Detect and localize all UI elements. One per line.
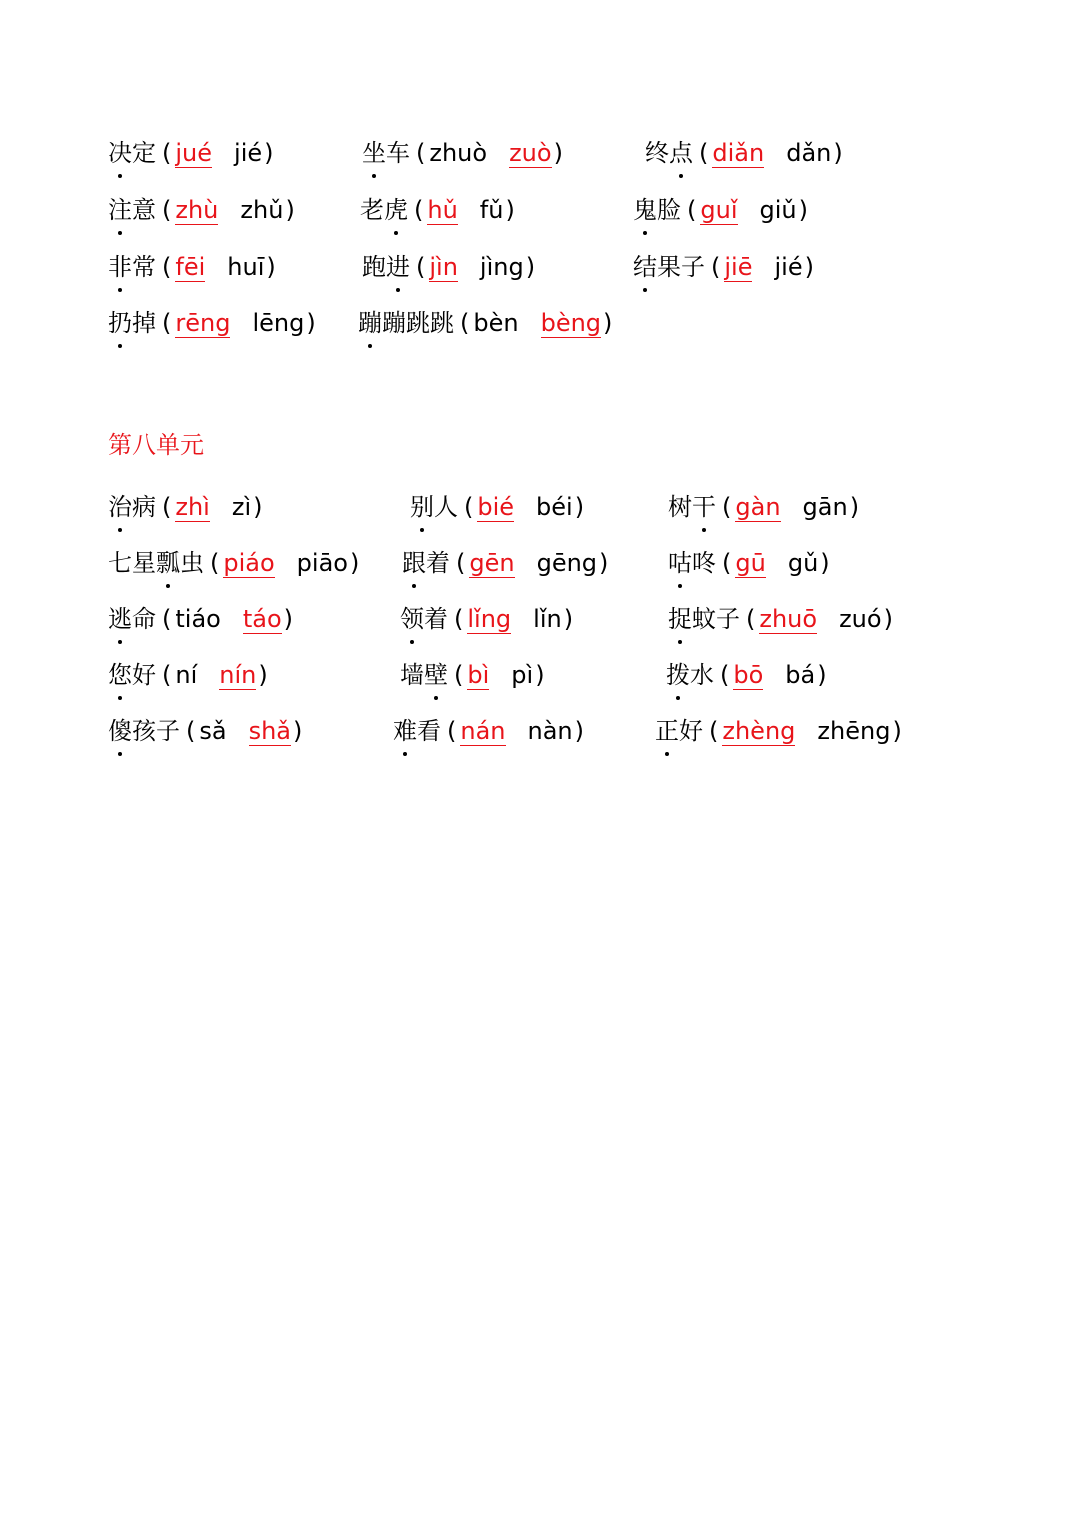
wrong-pinyin: ní bbox=[175, 661, 198, 689]
word bbox=[393, 717, 441, 745]
exercise-item bbox=[645, 135, 843, 171]
open-paren: ( bbox=[454, 605, 464, 633]
exercise-item bbox=[108, 135, 274, 171]
close-paren: ) bbox=[266, 253, 276, 281]
close-paren: ) bbox=[349, 549, 360, 577]
wrong-pinyin: lēng bbox=[252, 309, 305, 337]
character: 蚊 bbox=[692, 605, 716, 633]
exercise-item bbox=[362, 249, 535, 285]
dotted-character: 坐 bbox=[362, 135, 386, 171]
wrong-pinyin: tiáo bbox=[175, 605, 221, 633]
character: 好 bbox=[132, 661, 156, 689]
character: 跑 bbox=[362, 253, 386, 281]
open-paren: ( bbox=[162, 196, 172, 224]
character: 跳 bbox=[430, 309, 454, 337]
dotted-character: 难 bbox=[393, 713, 417, 749]
exercise-item bbox=[400, 601, 573, 637]
exercise-item bbox=[358, 305, 612, 341]
correct-pinyin: zhèng bbox=[722, 717, 796, 745]
exercise-item bbox=[633, 249, 814, 285]
dotted-character: 瓢 bbox=[156, 545, 180, 581]
character: 命 bbox=[132, 605, 156, 633]
exercise-item bbox=[633, 192, 808, 228]
word bbox=[108, 253, 156, 281]
wrong-pinyin: pì bbox=[511, 661, 534, 689]
close-paren: ) bbox=[253, 493, 263, 521]
open-paren: ( bbox=[162, 493, 172, 521]
close-paren: ) bbox=[293, 717, 303, 745]
exercise-row bbox=[0, 545, 1080, 585]
close-paren: ) bbox=[535, 661, 545, 689]
close-paren: ) bbox=[849, 493, 860, 521]
word bbox=[362, 253, 410, 281]
word bbox=[645, 139, 693, 167]
wrong-pinyin: giǔ bbox=[759, 196, 797, 224]
dotted-character: 进 bbox=[386, 249, 410, 285]
wrong-pinyin: béi bbox=[536, 493, 573, 521]
open-paren: ( bbox=[722, 493, 732, 521]
word bbox=[668, 549, 716, 577]
dotted-character: 傻 bbox=[108, 713, 132, 749]
character: 好 bbox=[679, 717, 703, 745]
word bbox=[633, 196, 681, 224]
wrong-pinyin: zuó bbox=[839, 605, 882, 633]
word bbox=[633, 253, 705, 281]
close-paren: ) bbox=[804, 253, 814, 281]
open-paren: ( bbox=[447, 717, 457, 745]
open-paren: ( bbox=[454, 661, 464, 689]
close-paren: ) bbox=[883, 605, 893, 633]
open-paren: ( bbox=[711, 253, 721, 281]
correct-pinyin: zhì bbox=[175, 493, 210, 521]
character: 子 bbox=[156, 717, 180, 745]
exercise-item bbox=[362, 135, 563, 171]
close-paren: ) bbox=[892, 717, 902, 745]
wrong-pinyin: huī bbox=[227, 253, 265, 281]
exercise-row bbox=[0, 601, 1080, 641]
word bbox=[108, 605, 156, 633]
exercise-row bbox=[0, 305, 1080, 345]
dotted-character: 决 bbox=[108, 135, 132, 171]
wrong-pinyin: bèn bbox=[473, 309, 519, 337]
dotted-character: 蹦 bbox=[358, 305, 382, 341]
close-paren: ) bbox=[599, 549, 609, 577]
open-paren: ( bbox=[720, 661, 730, 689]
correct-pinyin: bèng bbox=[540, 309, 602, 337]
open-paren: ( bbox=[162, 139, 172, 167]
wrong-pinyin: gǔ bbox=[787, 549, 819, 577]
dotted-character: 领 bbox=[400, 601, 424, 637]
exercise-item bbox=[108, 249, 276, 285]
correct-pinyin: diǎn bbox=[712, 139, 765, 167]
character: 星 bbox=[132, 549, 156, 577]
correct-pinyin: nín bbox=[219, 661, 257, 689]
word bbox=[108, 139, 156, 167]
exercise-item bbox=[668, 545, 830, 581]
exercise-row bbox=[0, 192, 1080, 232]
dotted-character: 逃 bbox=[108, 601, 132, 637]
dotted-character: 跟 bbox=[402, 545, 426, 581]
word bbox=[400, 605, 448, 633]
exercise-item bbox=[400, 657, 545, 693]
close-paren: ) bbox=[283, 605, 294, 633]
correct-pinyin: jiē bbox=[724, 253, 753, 281]
correct-pinyin: jué bbox=[175, 139, 213, 167]
close-paren: ) bbox=[258, 661, 268, 689]
word bbox=[668, 605, 740, 633]
correct-pinyin: zhù bbox=[175, 196, 219, 224]
correct-pinyin: piáo bbox=[223, 549, 275, 577]
correct-pinyin: táo bbox=[242, 605, 282, 633]
wrong-pinyin: bá bbox=[785, 661, 816, 689]
exercise-row bbox=[0, 713, 1080, 753]
exercise-item bbox=[668, 601, 893, 637]
wrong-pinyin: piāo bbox=[296, 549, 348, 577]
exercise-item bbox=[108, 657, 268, 693]
wrong-pinyin: lǐn bbox=[533, 605, 562, 633]
character: 老 bbox=[360, 196, 384, 224]
close-paren: ) bbox=[798, 196, 808, 224]
open-paren: ( bbox=[162, 309, 172, 337]
word bbox=[360, 196, 408, 224]
open-paren: ( bbox=[456, 549, 466, 577]
exercise-item bbox=[108, 601, 293, 637]
dotted-character: 拨 bbox=[666, 657, 690, 693]
dotted-character: 鬼 bbox=[633, 192, 657, 228]
close-paren: ) bbox=[574, 717, 585, 745]
open-paren: ( bbox=[722, 549, 732, 577]
exercise-item bbox=[666, 657, 827, 693]
open-paren: ( bbox=[162, 605, 172, 633]
dotted-character: 干 bbox=[692, 489, 716, 525]
wrong-pinyin: zhuò bbox=[429, 139, 488, 167]
close-paren: ) bbox=[264, 139, 274, 167]
correct-pinyin: zhuō bbox=[759, 605, 818, 633]
dotted-character: 别 bbox=[410, 489, 434, 525]
correct-pinyin: nán bbox=[460, 717, 506, 745]
open-paren: ( bbox=[162, 253, 172, 281]
correct-pinyin: bō bbox=[733, 661, 764, 689]
exercise-row bbox=[0, 249, 1080, 289]
word bbox=[108, 549, 204, 577]
wrong-pinyin: zì bbox=[231, 493, 252, 521]
close-paren: ) bbox=[603, 309, 613, 337]
exercise-item bbox=[402, 545, 608, 581]
correct-pinyin: shǎ bbox=[248, 717, 292, 745]
open-paren: ( bbox=[464, 493, 474, 521]
character: 果 bbox=[657, 253, 681, 281]
exercise-item bbox=[108, 305, 316, 341]
correct-pinyin: bié bbox=[477, 493, 515, 521]
close-paren: ) bbox=[525, 253, 536, 281]
close-paren: ) bbox=[817, 661, 827, 689]
character: 看 bbox=[417, 717, 441, 745]
character: 墙 bbox=[400, 661, 424, 689]
open-paren: ( bbox=[687, 196, 697, 224]
exercise-item bbox=[393, 713, 584, 749]
exercise-row bbox=[0, 135, 1080, 175]
open-paren: ( bbox=[416, 253, 426, 281]
dotted-character: 捉 bbox=[668, 601, 692, 637]
exercise-row bbox=[0, 489, 1080, 529]
correct-pinyin: guǐ bbox=[700, 196, 738, 224]
dotted-character: 虎 bbox=[384, 192, 408, 228]
close-paren: ) bbox=[833, 139, 843, 167]
close-paren: ) bbox=[563, 605, 574, 633]
character: 子 bbox=[681, 253, 705, 281]
wrong-pinyin: sǎ bbox=[199, 717, 227, 745]
character: 咚 bbox=[692, 549, 716, 577]
open-paren: ( bbox=[699, 139, 709, 167]
open-paren: ( bbox=[414, 196, 424, 224]
exercise-item bbox=[668, 489, 859, 525]
dotted-character: 咕 bbox=[668, 545, 692, 581]
character: 终 bbox=[645, 139, 669, 167]
character: 虫 bbox=[180, 549, 204, 577]
open-paren: ( bbox=[746, 605, 756, 633]
open-paren: ( bbox=[709, 717, 719, 745]
word bbox=[108, 661, 156, 689]
correct-pinyin: rēng bbox=[175, 309, 231, 337]
dotted-character: 正 bbox=[655, 713, 679, 749]
open-paren: ( bbox=[162, 661, 172, 689]
character: 跳 bbox=[406, 309, 430, 337]
character: 蹦 bbox=[382, 309, 406, 337]
correct-pinyin: jìn bbox=[429, 253, 458, 281]
exercise-item bbox=[108, 713, 302, 749]
word bbox=[668, 493, 716, 521]
word bbox=[400, 661, 448, 689]
unit-8-title: 第八单元 bbox=[108, 431, 204, 459]
character: 掉 bbox=[132, 309, 156, 337]
close-paren: ) bbox=[505, 196, 515, 224]
open-paren: ( bbox=[460, 309, 470, 337]
open-paren: ( bbox=[210, 549, 220, 577]
exercise-item bbox=[108, 545, 359, 581]
close-paren: ) bbox=[285, 196, 295, 224]
close-paren: ) bbox=[553, 139, 563, 167]
character: 脸 bbox=[657, 196, 681, 224]
word bbox=[108, 196, 156, 224]
word bbox=[362, 139, 410, 167]
character: 孩 bbox=[132, 717, 156, 745]
word bbox=[402, 549, 450, 577]
word bbox=[108, 309, 156, 337]
wrong-pinyin: gān bbox=[802, 493, 848, 521]
word bbox=[108, 717, 180, 745]
open-paren: ( bbox=[416, 139, 426, 167]
word bbox=[666, 661, 714, 689]
wrong-pinyin: zhēng bbox=[817, 717, 891, 745]
dotted-character: 点 bbox=[669, 135, 693, 171]
wrong-pinyin: zhǔ bbox=[240, 196, 284, 224]
character: 着 bbox=[424, 605, 448, 633]
character: 树 bbox=[668, 493, 692, 521]
exercise-item bbox=[410, 489, 584, 525]
dotted-character: 您 bbox=[108, 657, 132, 693]
dotted-character: 壁 bbox=[424, 657, 448, 693]
word bbox=[410, 493, 458, 521]
exercise-item bbox=[360, 192, 515, 228]
correct-pinyin: lǐng bbox=[467, 605, 512, 633]
wrong-pinyin: gēng bbox=[536, 549, 598, 577]
close-paren: ) bbox=[306, 309, 316, 337]
wrong-pinyin: fǔ bbox=[479, 196, 504, 224]
correct-pinyin: zuò bbox=[509, 139, 552, 167]
wrong-pinyin: nàn bbox=[527, 717, 573, 745]
wrong-pinyin: jìng bbox=[479, 253, 524, 281]
open-paren: ( bbox=[186, 717, 196, 745]
exercise-item bbox=[108, 192, 295, 228]
exercise-row bbox=[0, 657, 1080, 697]
correct-pinyin: gēn bbox=[469, 549, 515, 577]
character: 车 bbox=[386, 139, 410, 167]
dotted-character: 结 bbox=[633, 249, 657, 285]
wrong-pinyin: jié bbox=[234, 139, 263, 167]
character: 七 bbox=[108, 549, 132, 577]
character: 常 bbox=[132, 253, 156, 281]
wrong-pinyin: dǎn bbox=[786, 139, 832, 167]
character: 着 bbox=[426, 549, 450, 577]
dotted-character: 注 bbox=[108, 192, 132, 228]
character: 子 bbox=[716, 605, 740, 633]
wrong-pinyin: jié bbox=[774, 253, 803, 281]
character: 定 bbox=[132, 139, 156, 167]
dotted-character: 扔 bbox=[108, 305, 132, 341]
correct-pinyin: hǔ bbox=[427, 196, 458, 224]
word bbox=[358, 309, 454, 337]
correct-pinyin: fēi bbox=[175, 253, 206, 281]
character: 水 bbox=[690, 661, 714, 689]
word bbox=[655, 717, 703, 745]
character: 病 bbox=[132, 493, 156, 521]
character: 人 bbox=[434, 493, 458, 521]
correct-pinyin: gū bbox=[735, 549, 766, 577]
word bbox=[108, 493, 156, 521]
character: 意 bbox=[132, 196, 156, 224]
dotted-character: 治 bbox=[108, 489, 132, 525]
exercise-item bbox=[108, 489, 263, 525]
exercise-item bbox=[655, 713, 902, 749]
close-paren: ) bbox=[574, 493, 585, 521]
correct-pinyin: bì bbox=[467, 661, 490, 689]
dotted-character: 非 bbox=[108, 249, 132, 285]
close-paren: ) bbox=[820, 549, 830, 577]
correct-pinyin: gàn bbox=[735, 493, 781, 521]
